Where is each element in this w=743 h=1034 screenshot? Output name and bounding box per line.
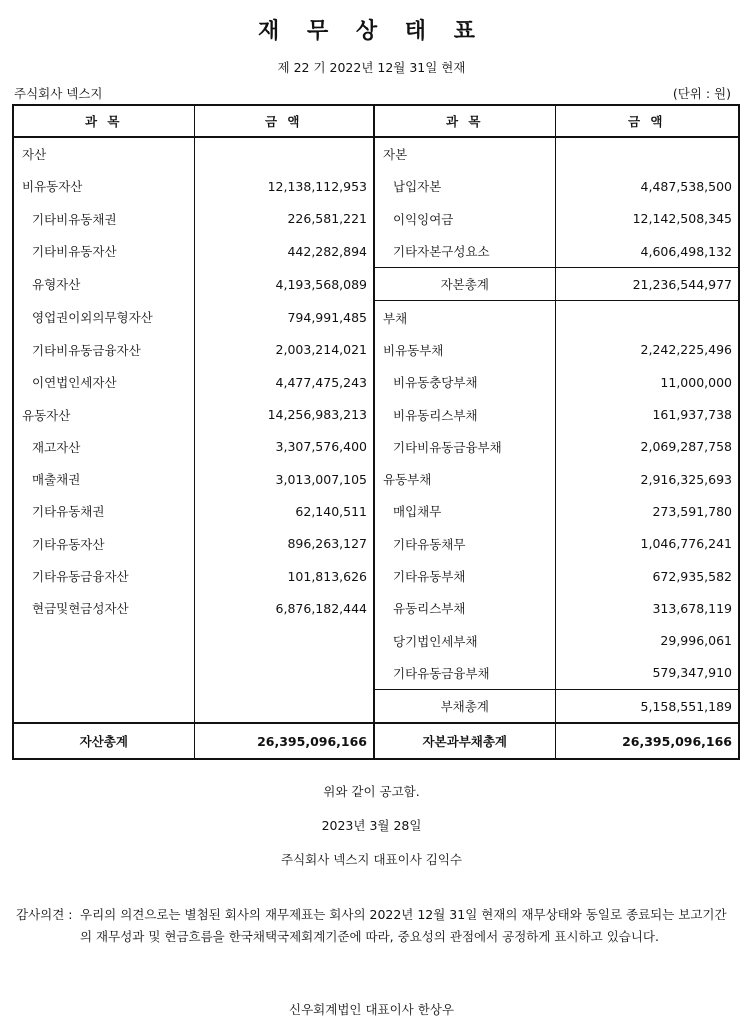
asset-item-label: 영업권이외의무형자산	[32, 310, 153, 326]
asset-item-amount: 442,282,894	[194, 235, 374, 268]
equity-liability-item-amount: 2,242,225,496	[555, 334, 739, 366]
subtotal-label: 부채총계	[374, 690, 555, 724]
table-row	[13, 657, 739, 690]
asset-item-label: 재고자산	[32, 439, 81, 455]
equity-liability-item-label: 당기법인세부채	[374, 624, 555, 656]
asset-item-label: 현금및현금성자산	[32, 601, 129, 617]
total-assets-label: 자산총계	[13, 723, 194, 759]
grand-total-row	[13, 723, 739, 759]
asset-item-amount: 12,138,112,953	[194, 170, 374, 202]
table-row	[13, 301, 739, 334]
reporting-period: 제 22 기 2022년 12월 31일 현재	[277, 60, 466, 75]
audit-opinion	[16, 904, 732, 948]
table-row	[13, 528, 739, 560]
equity-liability-item-label: 비유동충당부채	[374, 366, 555, 398]
asset-item-amount: 62,140,511	[194, 495, 374, 527]
asset-item-label: 유형자산	[32, 277, 81, 293]
asset-item-label: 유동자산	[22, 407, 71, 423]
header-amount-right: 금 액	[555, 105, 739, 137]
balance-sheet-table	[12, 104, 740, 760]
equity-liability-item-amount: 12,142,508,345	[555, 203, 739, 235]
equity-liability-item-label: 납입자본	[374, 170, 555, 202]
table-row	[13, 431, 739, 463]
auditor-signature-line: 신우회계법인 대표이사 한상우	[289, 1002, 454, 1017]
equity-liability-item-label: 기타비유동금융부채	[374, 431, 555, 463]
ceo-signature-line: 주식회사 넥스지 대표이사 김익수	[281, 852, 462, 867]
asset-item-amount	[194, 624, 374, 656]
asset-item-amount: 14,256,983,213	[194, 398, 374, 430]
table-row	[13, 137, 739, 170]
equity-liability-item-label: 기타유동부채	[374, 560, 555, 592]
asset-item-amount	[194, 137, 374, 170]
asset-item-label: 기타유동금융자산	[32, 569, 129, 584]
equity-liability-item-amount: 2,069,287,758	[555, 431, 739, 463]
equity-liability-item-amount: 1,046,776,241	[555, 528, 739, 560]
table-row	[13, 560, 739, 592]
asset-item-label: 매출채권	[32, 472, 81, 488]
table-row	[13, 334, 739, 366]
table-row	[13, 592, 739, 624]
document-title: 재 무 상 태 표	[258, 19, 485, 44]
asset-item-label: 기타유동채권	[32, 504, 105, 520]
equity-liability-item-label: 이익잉여금	[374, 203, 555, 235]
equity-liability-item-label: 기타유동채무	[374, 528, 555, 560]
equity-liability-item-amount: 273,591,780	[555, 495, 739, 527]
equity-liability-item-amount: 161,937,738	[555, 398, 739, 430]
asset-item-amount: 4,193,568,089	[194, 268, 374, 301]
equity-liability-item-amount: 11,000,000	[555, 366, 739, 398]
equity-liability-item-label: 기타유동금융부채	[374, 657, 555, 690]
table-row	[13, 203, 739, 235]
asset-item-label	[13, 690, 194, 724]
header-subject-right: 과 목	[374, 105, 555, 137]
asset-item-label: 기타비유동금융자산	[32, 342, 141, 358]
equity-liability-item-label: 유동부채	[374, 463, 555, 495]
subtotal-amount: 5,158,551,189	[555, 690, 739, 724]
currency-unit: (단위 : 원)	[672, 86, 731, 101]
equity-liability-item-amount: 313,678,119	[555, 592, 739, 624]
asset-item-label: 기타유동자산	[32, 536, 105, 552]
header-subject-left: 과 목	[13, 105, 194, 137]
equity-liability-item-amount: 4,606,498,132	[555, 235, 739, 268]
audit-opinion-text: 우리의 의견으로는 별첨된 회사의 재무제표는 회사의 2022년 12월 31일 현재의 재무상태와 동일로 종료되는 보고기간의 재무성과 및 현금흐름을 한국채택국제회계기준에 따라, 중요성의 관점에서 공정하게 표시하고 있습니다.	[80, 907, 727, 944]
table-row	[13, 398, 739, 430]
audit-opinion-label: 감사의견 :	[16, 907, 73, 922]
equity-liability-item-label: 자본	[374, 137, 555, 170]
table-row	[13, 624, 739, 656]
equity-liability-item-label: 비유동리스부채	[374, 398, 555, 430]
table-row	[13, 366, 739, 398]
asset-item-amount	[194, 657, 374, 690]
table-row	[13, 235, 739, 268]
equity-liability-item-amount: 4,487,538,500	[555, 170, 739, 202]
equity-liability-item-amount	[555, 137, 739, 170]
asset-item-label: 기타비유동자산	[32, 244, 117, 260]
equity-liability-item-label: 부채	[374, 301, 555, 334]
total-assets-amount: 26,395,096,166	[194, 723, 374, 759]
subtotal-label: 자본총계	[374, 268, 555, 301]
equity-liability-item-label: 매입채무	[374, 495, 555, 527]
header-amount-left: 금 액	[194, 105, 374, 137]
total-liabilities-equity-label: 자본과부채총계	[374, 723, 555, 759]
asset-item-label	[13, 624, 194, 656]
asset-item-amount: 896,263,127	[194, 528, 374, 560]
equity-liability-item-label: 유동리스부채	[374, 592, 555, 624]
table-header-row	[13, 105, 739, 137]
asset-item-amount: 226,581,221	[194, 203, 374, 235]
asset-item-amount: 101,813,626	[194, 560, 374, 592]
subtotal-amount: 21,236,544,977	[555, 268, 739, 301]
table-row	[13, 268, 739, 301]
equity-liability-item-amount: 2,916,325,693	[555, 463, 739, 495]
equity-liability-item-label: 비유동부채	[374, 334, 555, 366]
table-row	[13, 170, 739, 202]
asset-item-amount: 794,991,485	[194, 301, 374, 334]
equity-liability-item-amount: 672,935,582	[555, 560, 739, 592]
asset-item-label: 비유동자산	[22, 179, 83, 195]
asset-item-amount: 6,876,182,444	[194, 592, 374, 624]
equity-liability-item-amount: 579,347,910	[555, 657, 739, 690]
notice-statement: 위와 같이 공고함.	[323, 784, 420, 799]
asset-item-amount: 4,477,475,243	[194, 366, 374, 398]
asset-item-label: 기타비유동채권	[32, 211, 117, 227]
company-name: 주식회사 넥스지	[14, 86, 103, 101]
equity-liability-item-label: 기타자본구성요소	[374, 235, 555, 268]
asset-item-amount	[194, 690, 374, 724]
equity-liability-item-amount	[555, 301, 739, 334]
asset-item-amount: 2,003,214,021	[194, 334, 374, 366]
asset-item-amount: 3,307,576,400	[194, 431, 374, 463]
asset-item-label: 자산	[22, 147, 47, 163]
asset-item-label: 이연법인세자산	[32, 375, 117, 391]
equity-liability-item-amount: 29,996,061	[555, 624, 739, 656]
table-row	[13, 690, 739, 724]
table-row	[13, 463, 739, 495]
asset-item-label	[13, 657, 194, 690]
notice-date: 2023년 3월 28일	[321, 818, 422, 833]
asset-item-amount: 3,013,007,105	[194, 463, 374, 495]
total-liabilities-equity-amount: 26,395,096,166	[555, 723, 739, 759]
table-row	[13, 495, 739, 527]
